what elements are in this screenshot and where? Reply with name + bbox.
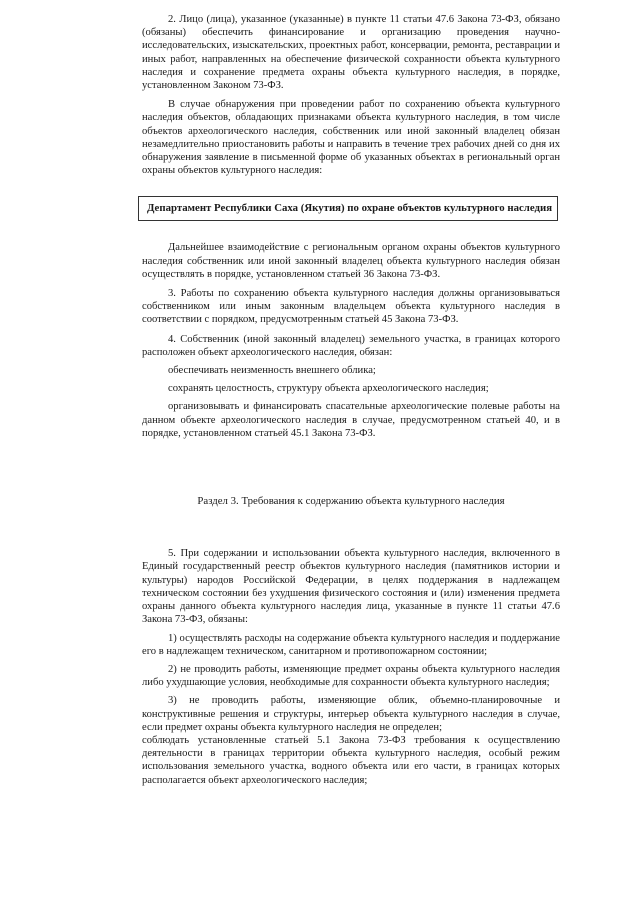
paragraph-item-3: 3. Работы по сохранению объекта культурного наследия должны организовываться собственником или иным законным владельцем объекта культурного наследия в соответствии с порядком, предусмотренным статьей 45 Закона 73-ФЗ. — [142, 288, 560, 326]
paragraph-item-2: 2. Лицо (лица), указанное (указанные) в пункте 11 статьи 47.6 Закона 73-ФЗ, обязано (обязаны) обеспечить финансирование и организацию проведения научно-исследовательских, изыскательских, проектных работ, консервации, ремонта, реставрации и иных работ, направленных на обеспечение физической сохранности объекта культурного наследия и сохранение предмета охраны объекта культурного наследия, в порядке, установленном Законом 73-ФЗ. — [142, 14, 560, 92]
paragraph-item-4-b: сохранять целостность, структуру объекта археологического наследия; — [168, 383, 489, 395]
paragraph-item-5: 5. При содержании и использовании объекта культурного наследия, включенного в Единый государственный реестр объектов культурного наследия (памятников истории и культуры) народов Российской Федерации, в целях поддержания в надлежащем техническом состоянии без ухудшения физического состояния и (или) изменения предмета охраны данного объекта культурного наследия лица, указанные в пункте 11 статьи 47.6 Закона 73-ФЗ, обязаны: — [142, 548, 560, 626]
section-3-heading: Раздел 3. Требования к содержанию объекта культурного наследия — [197, 495, 505, 508]
paragraph-item-5-3: 3) не проводить работы, изменяющие облик, объемно-планировочные и конструктивные решения и структуры, интерьер объекта культурного наследия в случае, если предмет охраны объекта культурного наследия не определен; — [142, 695, 560, 733]
paragraph-item-4-c: организовывать и финансировать спасательные археологические полевые работы на данном объекте археологического наследия в случае, предусмотренном статьей 40, и в порядке, установленном статьей 45.1 Закона 73-ФЗ. — [142, 401, 560, 439]
paragraph-item-5-4: соблюдать установленные статьей 5.1 Закона 73-ФЗ требования к осуществлению деятельности в границах территории объекта культурного наследия, особый режим использования земельного участка, водного объекта или его части, в границах которых располагается объект археологического наследия; — [142, 734, 560, 786]
department-name: Департамент Республики Саха (Якутия) по охране объектов культурного наследия — [147, 202, 553, 215]
paragraph-discovery: В случае обнаружения при проведении работ по сохранению объекта культурного наследия объектов, обладающих признаками объекта культурного наследия, в том числе объектов археологического наследия, собственник или иной законный владелец обязан незамедлительно приостановить работы и направить в течение трех рабочих дней со дня их обнаружения заявление в письменной форме об указанных объектах в региональный орган охраны объектов культурного наследия: — [142, 99, 560, 177]
paragraph-item-4: 4. Собственник (иной законный владелец) земельного участка, в границах которого расположен объект археологического наследия, обязан: — [142, 333, 560, 358]
paragraph-item-5-1: 1) осуществлять расходы на содержание объекта культурного наследия и поддержание его в надлежащем техническом, санитарном и противопожарном состоянии; — [142, 632, 560, 657]
paragraph-further-interaction: Дальнейшее взаимодействие с региональным органом охраны объектов культурного наследия собственник или иной законный владелец объекта культурного наследия обязан осуществлять в порядке, установленном статьей 36 Закона 73-ФЗ. — [142, 242, 560, 280]
paragraph-item-4-a: обеспечивать неизменность внешнего облика; — [168, 365, 376, 377]
paragraph-item-5-2: 2) не проводить работы, изменяющие предмет охраны объекта культурного наследия либо ухудшающие условия, необходимые для сохранности объекта культурного наследия; — [142, 663, 560, 689]
page-content — [142, 13, 560, 787]
department-box — [138, 196, 558, 221]
